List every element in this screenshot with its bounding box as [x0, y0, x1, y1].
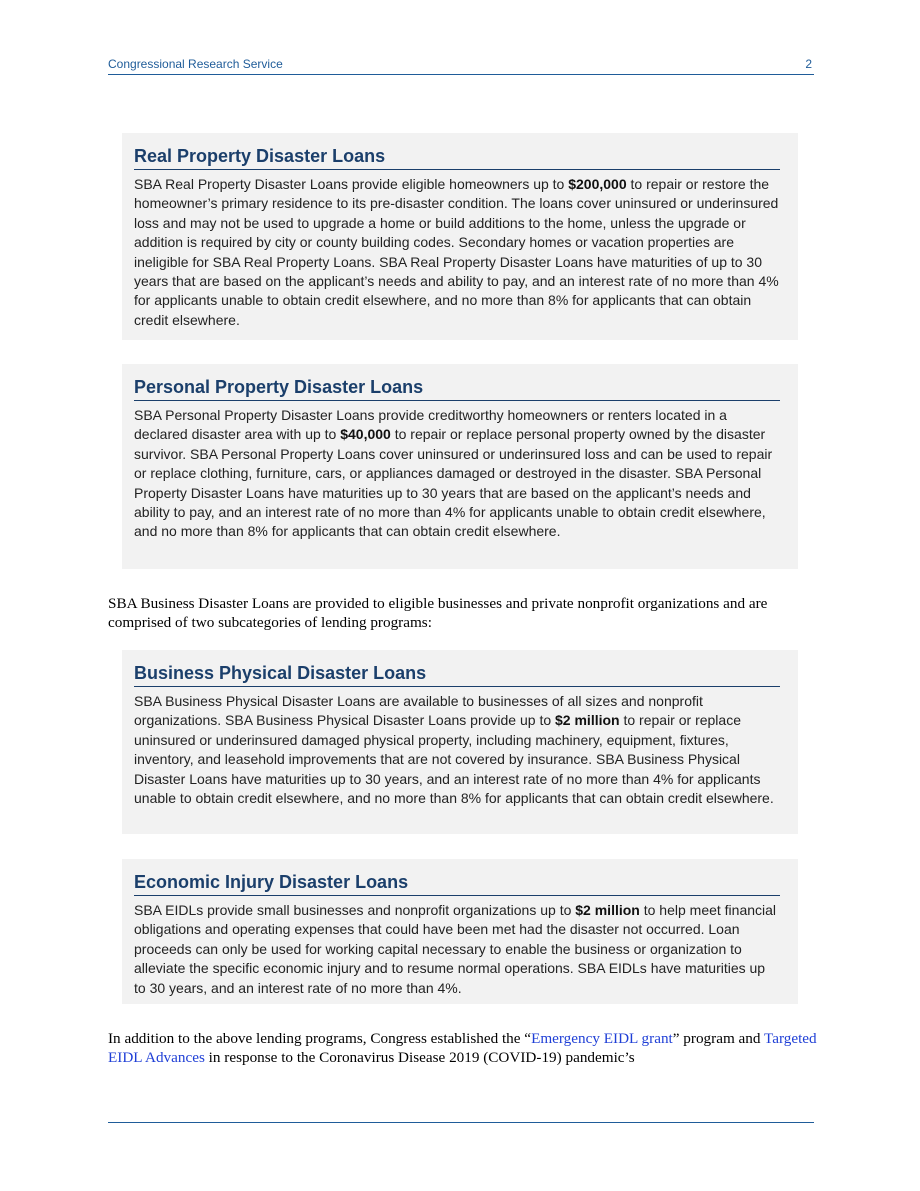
personal-property-box: [122, 364, 798, 569]
box-text: SBA EIDLs provide small businesses and nonprofit organizations up to $2 million to help meet financial obligations and operating expenses that could have been met had the disaster not occurred. Loan proceeds can only be used for working capital necessary to enable the business or organization to alleviate the specific economic injury and to resume normal operations. SBA EIDLs have maturities up to 30 years, and an interest rate of no more than 4%.: [134, 902, 777, 996]
box-heading: Personal Property Disaster Loans: [134, 376, 780, 401]
box-heading: Economic Injury Disaster Loans: [134, 871, 780, 896]
page-header: [108, 56, 814, 75]
loan-amount: $2 million: [575, 902, 640, 918]
box-heading: Real Property Disaster Loans: [134, 145, 780, 170]
box-text: SBA Real Property Disaster Loans provide eligible homeowners up to $200,000 to repair or restore the homeowner’s primary residence to its pre-disaster condition. The loans cover uninsured or underinsured loss and may not be used to upgrade a home or build additions to the home, unless the upgrade or addition is required by city or county building codes. Secondary homes or vacation properties are ineligible for SBA Real Property Loans. SBA Real Property Disaster Loans have maturities of up to 30 years that are based on the applicant’s needs and ability to pay, and an interest rate of no more than 4% for applicants unable to obtain credit elsewhere, and no more than 8% for applicants that can obtain credit elsewhere.: [134, 176, 779, 328]
covid-programs-paragraph: In addition to the above lending programs, Congress established the “Emergency EIDL grant” program and Targeted EIDL Advances in response to the Coronavirus Disease 2019 (COVID-19) pandemic’s: [108, 1030, 817, 1066]
business-physical-box: [122, 650, 798, 834]
emergency-eidl-grant-link[interactable]: Emergency EIDL grant: [531, 1030, 673, 1047]
business-loans-intro: SBA Business Disaster Loans are provided to eligible businesses and private nonprofit organizations and are comprised of two subcategories of lending programs:: [108, 595, 768, 631]
header-title: Congressional Research Service: [108, 57, 283, 71]
targeted-eidl-advances-link[interactable]: Targeted EIDL Advances: [108, 1030, 817, 1066]
box-text: SBA Personal Property Disaster Loans provide creditworthy homeowners or renters located in a declared disaster area with up to $40,000 to repair or replace personal property owned by the disaster survivor. SBA Personal Property Loans cover uninsured or underinsured loss and can be used to repair or replace clothing, furniture, cars, or appliances damaged or destroyed in the disaster. SBA Personal Property Disaster Loans have maturities up to 30 years that are based on the applicant’s needs and ability to pay, and an interest rate of no more than 4% for applicants unable to obtain credit elsewhere, and no more than 8% for applicants that can obtain credit elsewhere.: [134, 407, 773, 540]
page-number: 2: [805, 57, 812, 71]
footer-rule: [108, 1122, 814, 1123]
loan-amount: $200,000: [568, 176, 627, 192]
loan-amount: $40,000: [340, 426, 391, 443]
real-property-box: [122, 133, 798, 340]
box-text: SBA Business Physical Disaster Loans are available to businesses of all sizes and nonprofit organizations. SBA Business Physical Disaster Loans provide up to $2 million to repair or replace uninsured or underinsured damaged physical property, including machinery, equipment, fixtures, inventory, and leasehold improvements that are not covered by insurance. SBA Business Physical Disaster Loans have maturities up to 30 years, and an interest rate of no more than 4% for applicants unable to obtain credit elsewhere, and no more than 8% for applicants that can obtain credit elsewhere.: [134, 693, 774, 807]
loan-amount: $2 million: [555, 712, 620, 729]
box-heading: Business Physical Disaster Loans: [134, 662, 780, 687]
economic-injury-box: [122, 859, 798, 1004]
